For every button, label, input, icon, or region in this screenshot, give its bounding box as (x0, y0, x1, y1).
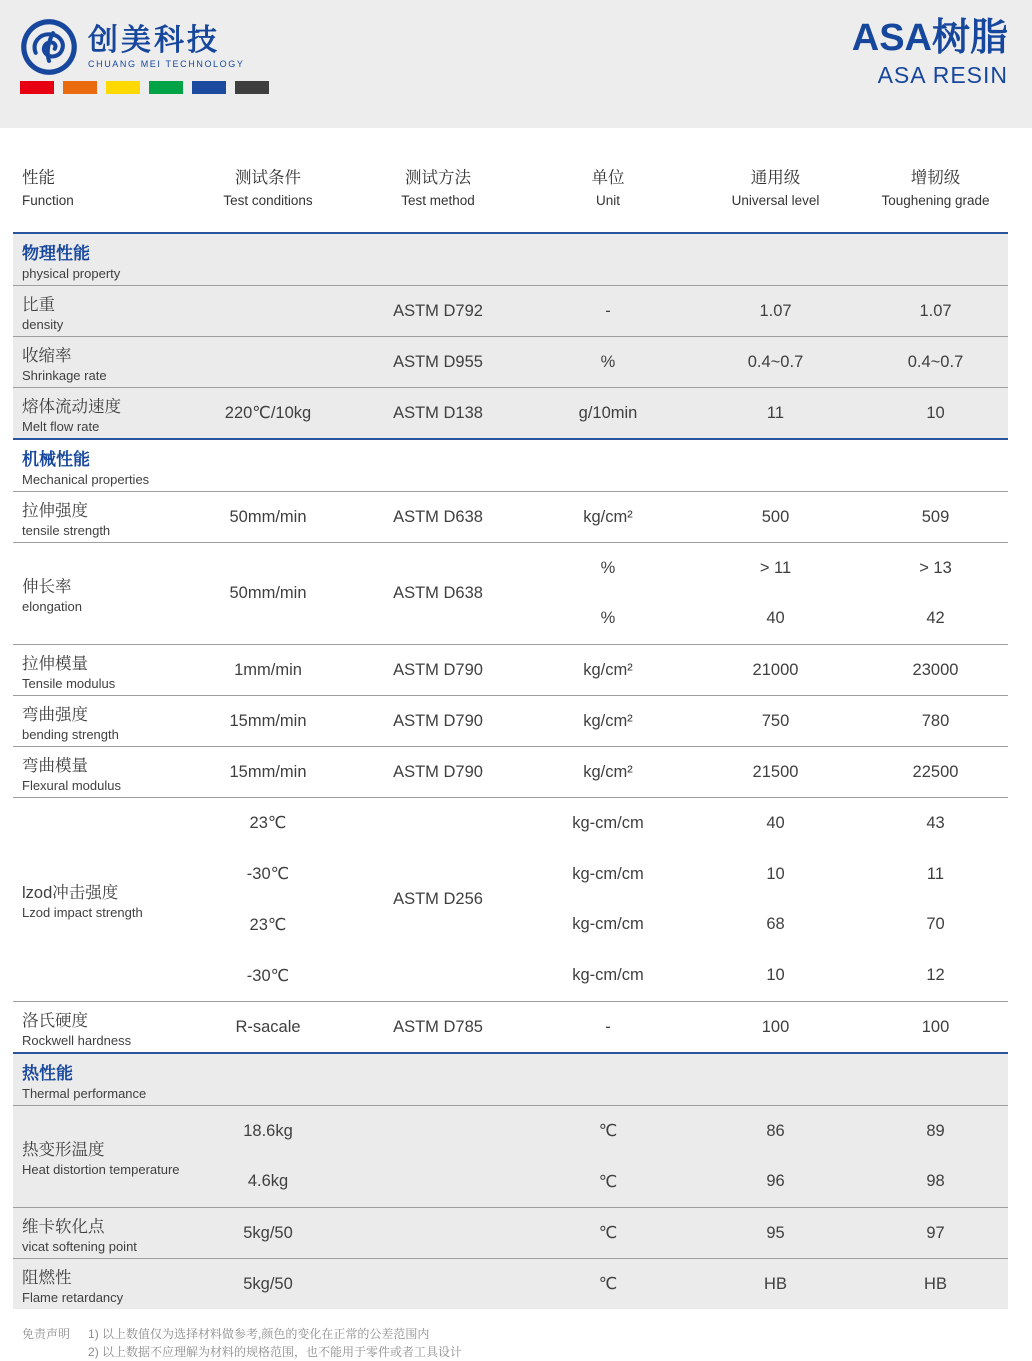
disclaimer-label: 免责声明 (22, 1327, 71, 1341)
table-row-heat-distortion-temperature: 热变形温度 Heat distortion temperature 18.6kg 4.6kg ℃ ℃ 86 96 89 98 (13, 1105, 1008, 1207)
disclaimer-line-2: 2) 以上数据不应理解为材料的规格范围，也不能用于零件或者工具设计 (88, 1345, 463, 1359)
table-row-flame-retardancy: 阻燃性 Flame retardancy 5kg/50 ℃ HB HB (13, 1258, 1008, 1309)
col-header-universal-level: 通用级 Universal level (731, 169, 820, 208)
col-header-test-conditions: 测试条件 Test conditions (223, 169, 313, 208)
col-header-function: 性能 Function (22, 169, 74, 208)
section-header: 机械性能 Mechanical properties (22, 449, 150, 487)
brand-block (20, 18, 244, 76)
table-header-row (13, 128, 1008, 232)
section-header: 物理性能 physical property (22, 243, 121, 281)
table-row-vicat-softening-point: 维卡软化点 vicat softening point 5kg/50 ℃ 95 97 (13, 1207, 1008, 1258)
page-title-en: ASA RESIN (877, 61, 1008, 88)
section-physical-property (13, 232, 1008, 438)
table-row-flexural-modulus: 弯曲模量 Flexural modulus 15mm/min ASTM D790 kg/cm² 21500 22500 (13, 746, 1008, 797)
color-bar-dark (235, 81, 269, 94)
company-logo-icon (20, 18, 78, 76)
spec-table (13, 128, 1008, 1309)
page-title-zh: ASA树脂 (851, 17, 1008, 59)
section-header: 热性能 Thermal performance (22, 1063, 147, 1101)
col-header-unit: 单位 Unit (591, 169, 625, 208)
table-row-elongation: 伸长率 elongation 50mm/min ASTM D638 % % > 11 40 > 13 42 (13, 542, 1008, 644)
table-row-tensile-modulus: 拉伸模量 Tensile modulus 1mm/min ASTM D790 kg/cm² 21000 23000 (13, 644, 1008, 695)
company-name-en: CHUANG MEI TECHNOLOGY (88, 59, 245, 69)
table-row-melt-flow-rate: 熔体流动速度 Melt flow rate 220℃/10kg ASTM D138 g/10min 11 10 (13, 387, 1008, 438)
table-row-tensile-strength: 拉伸强度 tensile strength 50mm/min ASTM D638 kg/cm² 500 509 (13, 491, 1008, 542)
color-bar-green (149, 81, 183, 94)
disclaimer-line-1: 1) 以上数值仅为选择材料做参考,颜色的变化在正常的公差范围内 (88, 1327, 430, 1341)
brand-color-bars (20, 81, 269, 94)
col-header-toughening-grade: 增韧级 Toughening grade (881, 169, 990, 208)
table-row-bending-strength: 弯曲强度 bending strength 15mm/min ASTM D790 kg/cm² 750 780 (13, 695, 1008, 746)
color-bar-red (20, 81, 54, 94)
section-mechanical-properties (13, 438, 1008, 1052)
color-bar-blue (192, 81, 226, 94)
disclaimer (22, 1325, 1032, 1361)
table-row-density: 比重 density ASTM D792 - 1.07 1.07 (13, 285, 1008, 336)
disclaimer-lines (88, 1325, 462, 1361)
table-row-izod-impact-strength: lzod冲击强度 Lzod impact strength 23℃ -30℃ 23℃ -30℃ ASTM D256 kg-cm/cm kg-cm/cm kg-cm/cm kg-cm/cm 40 10 68 10 43 11 70 12 (13, 797, 1008, 1001)
col-header-test-method: 测试方法 Test method (401, 169, 475, 208)
section-thermal-performance (13, 1052, 1008, 1309)
company-name-zh: 创美科技 (88, 24, 220, 57)
table-row-rockwell-hardness: 洛氏硬度 Rockwell hardness R-sacale ASTM D785 - 100 100 (13, 1001, 1008, 1052)
color-bar-yellow (106, 81, 140, 94)
table-row-shrinkage-rate: 收缩率 Shrinkage rate ASTM D955 % 0.4~0.7 0.4~0.7 (13, 336, 1008, 387)
color-bar-orange (63, 81, 97, 94)
page-header (0, 0, 1032, 128)
